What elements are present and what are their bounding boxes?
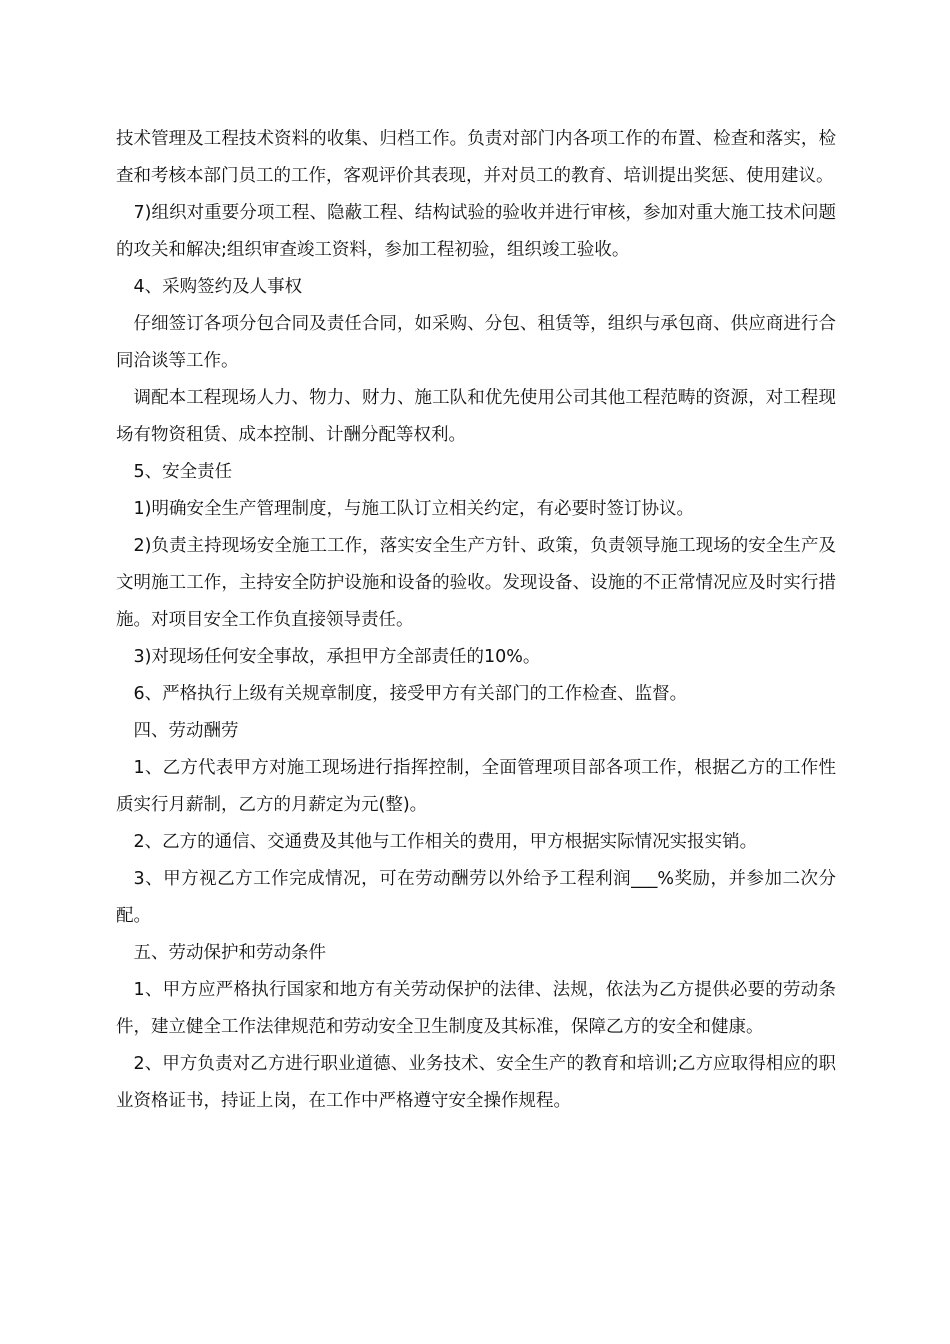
paragraph-12: 1、甲方应严格执行国家和地方有关劳动保护的法律、法规，依法为乙方提供必要的劳动条件，建立健全工作法律规范和劳动安全卫生制度及其标准，保障乙方的安全和健康。 xyxy=(116,980,836,1037)
paragraph-9: 1、乙方代表甲方对施工现场进行指挥控制，全面管理项目部各项工作，根据乙方的工作性质实行月薪制，乙方的月薪定为元(整)。 xyxy=(116,758,836,815)
paragraph-4: 调配本工程现场人力、物力、财力、施工队和优先使用公司其他工程范畴的资源，对工程现场有物资租赁、成本控制、计酬分配等权利。 xyxy=(116,388,836,445)
paragraph-10: 2、乙方的通信、交通费及其他与工作相关的费用，甲方根据实际情况实报实销。 xyxy=(133,832,758,852)
paragraph-7: 3)对现场任何安全事故，承担甲方全部责任的10%。 xyxy=(133,647,541,667)
paragraph-13: 2、甲方负责对乙方进行职业道德、业务技术、安全生产的教育和培训;乙方应取得相应的职业资格证书，持证上岗，在工作中严格遵守安全操作规程。 xyxy=(116,1054,836,1111)
paragraph-8: 6、严格执行上级有关规章制度，接受甲方有关部门的工作检查、监督。 xyxy=(133,684,688,704)
paragraph-6: 2)负责主持现场安全施工工作，落实安全生产方针、政策，负责领导施工现场的安全生产及文明施工工作，主持安全防护设施和设备的验收。发现设备、设施的不正常情况应及时实行措施。对项目安全工作负直接领导责任。 xyxy=(116,536,836,630)
document-body xyxy=(116,121,836,1120)
paragraph-1: 技术管理及工程技术资料的收集、归档工作。负责对部门内各项工作的布置、检查和落实，检查和考核本部门员工的工作，客观评价其表现，并对员工的教育、培训提出奖惩、使用建议。 xyxy=(116,129,836,186)
section-heading-remuneration: 四、劳动酬劳 xyxy=(133,721,239,741)
paragraph-3: 仔细签订各项分包合同及责任合同，如采购、分包、租赁等，组织与承包商、供应商进行合同洽谈等工作。 xyxy=(116,314,836,371)
section-heading-safety: 5、安全责任 xyxy=(133,462,233,482)
section-heading-labor-protection: 五、劳动保护和劳动条件 xyxy=(133,943,326,963)
section-heading-procurement: 4、采购签约及人事权 xyxy=(133,277,303,297)
paragraph-2: 7)组织对重要分项工程、隐蔽工程、结构试验的验收并进行审核，参加对重大施工技术问题的攻关和解决;组织审查竣工资料，参加工程初验，组织竣工验收。 xyxy=(116,203,836,260)
paragraph-11: 3、甲方视乙方工作完成情况，可在劳动酬劳以外给予工程利润___%奖励，并参加二次分配。 xyxy=(116,869,836,926)
paragraph-5: 1)明确安全生产管理制度，与施工队订立相关约定，有必要时签订协议。 xyxy=(133,499,694,519)
